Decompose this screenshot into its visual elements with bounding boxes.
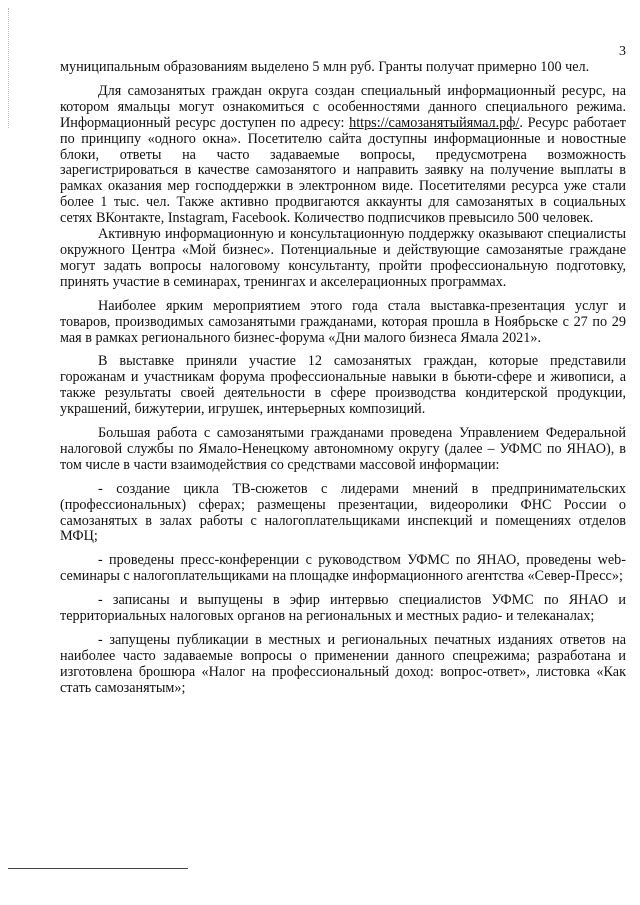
list-item-press-conferences: - проведены пресс-конференции с руководством УФМС по ЯНАО, проведены web-семинары с налогоплательщиками на площадке информационного агентства «Север-Пресс»; [60,552,626,585]
paragraph-my-business-support: Активную информационную и консультационную поддержку оказывают специалисты окружного Центра «Мой бизнес». Потенциальные и действующие самозанятые граждане могут задать вопросы налоговому консультанту, пройти профессиональную подготовку, принять участие в семинарах, тренингах и акселерационных программах. [60,226,626,290]
page-number: 3 [619,44,626,59]
document-body [60,60,626,697]
paragraph-tax-service-work: Большая работа с самозанятыми гражданами проведена Управлением Федеральной налоговой службы по Ямало-Ненецкому автономному округу (далее – УФМС по ЯНАО), в том числе в части взаимодействия со средствами массовой информации: [60,425,626,473]
scan-margin-marks [8,8,11,128]
resource-link[interactable]: https://самозанятыйямал.рф/ [349,114,520,131]
footnote-separator [8,868,188,869]
paragraph-exhibition-participants: В выставке приняли участие 12 самозанятых граждан, которые представили горожанам и участникам форума профессиональные навыки в бьюти-сфере и живописи, а также результаты своей деятельности в сфере производства кондитерской продукции, украшений, бижутерии, игрушек, интерьерных композиций. [60,353,626,418]
list-item-publications: - запущены публикации в местных и региональных печатных изданиях ответов на наиболее часто задаваемые вопросы о применении данного спецрежима; разработана и изготовлена брошюра «Налог на профессиональный доход: вопрос-ответ», листовка «Как стать самозанятым»; [60,632,626,696]
paragraph-info-resource-rest: . Ресурс работает по принципу «одного окна». Посетителю сайта доступны информационные и новостные блоки, ответы на часто задаваемые вопросы, предусмотрена возможность зарегистрироваться в качестве самозанятого и направить заявку на получение выплаты в рамках оказания мер господдержки в электронном виде. Посетителями ресурса уже стали более 1 тыс. чел. Также активно продвигаются аккаунты для самозанятых в социальных сетях ВКонтакте, Instagram, Facebook. Количество подписчиков превысило 500 человек. [60,114,626,227]
paragraph-info-resource [60,84,626,227]
paragraph-info-resource-intro: Для самозанятых граждан округа создан специальный информационный ресурс, на котором ямальцы могут ознакомиться с особенностями данного специального режима. Информационный ресурс доступен по адресу: [60,82,626,131]
list-item-tv-stories: - создание цикла ТВ-сюжетов с лидерами мнений в предпринимательских (профессиональных) сферах; размещены презентации, видеоролики ФНС России о самозанятых в залах работы с налогоплательщиками инспекций и помещениях отделов МФЦ; [60,480,626,545]
paragraph-exhibition: Наиболее ярким мероприятием этого года стала выставка-презентация услуг и товаров, производимых самозанятыми гражданами, которая прошла в Ноябрьске с 27 по 29 мая в рамках регионального бизнес-форума «Дни малого бизнеса Ямала 2021». [60,297,626,346]
list-item-interviews: - записаны и выпущены в эфир интервью специалистов УФМС по ЯНАО и территориальных налоговых органов на региональных и местных радио- и телеканалах; [60,592,626,625]
paragraph-grants-continuation: муниципальным образованиям выделено 5 млн руб. Гранты получат примерно 100 чел. [60,59,590,75]
